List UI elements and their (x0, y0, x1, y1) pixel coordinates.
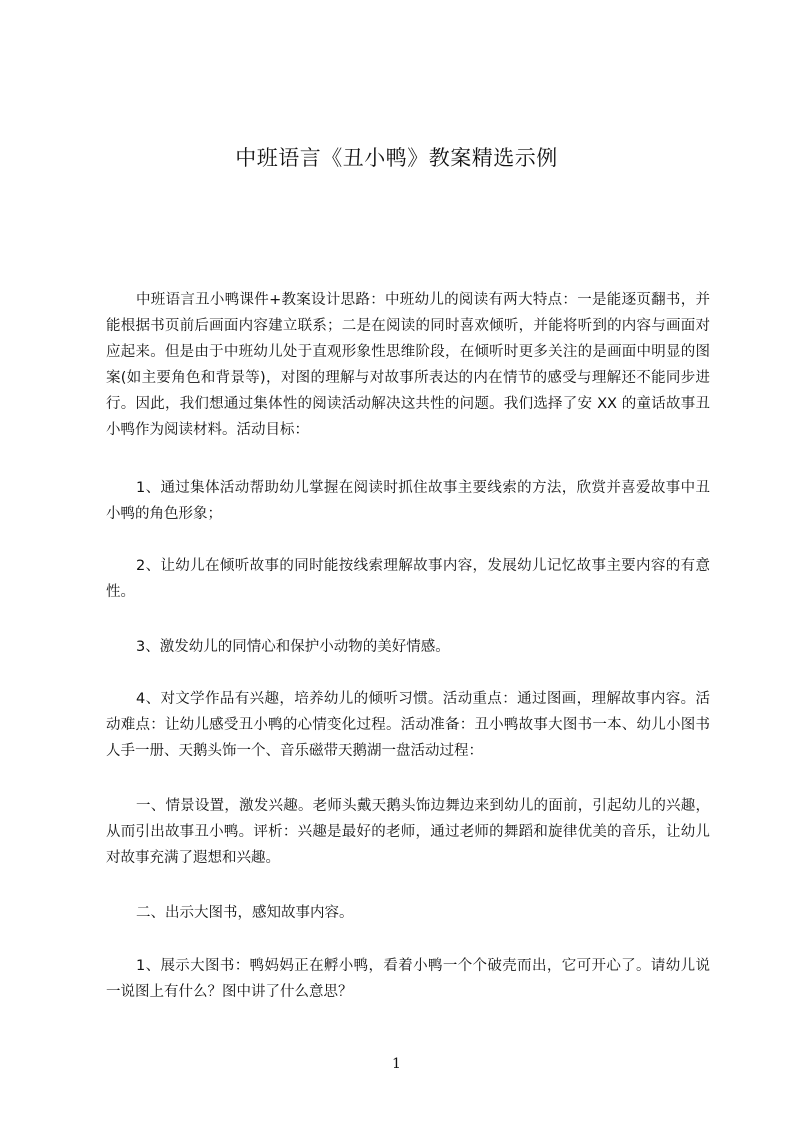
paragraph-goal-1: 1、通过集体活动帮助幼儿掌握在阅读时抓住故事主要线索的方法，欣赏并喜爱故事中丑小鸭的角色形象； (106, 480, 710, 522)
paragraph-step-1: 一、情景设置，激发兴趣。老师头戴天鹅头饰边舞边来到幼儿的面前，引起幼儿的兴趣，从而引出故事丑小鸭。评析：兴趣是最好的老师，通过老师的舞蹈和旋律优美的音乐，让幼儿对故事充满了遐想和兴趣。 (106, 798, 710, 866)
page-number: 1 (392, 1056, 401, 1072)
paragraph-step-2-item-1: 1、展示大图书：鸭妈妈正在孵小鸭，看着小鸭一个个破壳而出，它可开心了。请幼儿说一说图上有什么？图中讲了什么意思？ (106, 958, 710, 1000)
paragraph-goal-2: 2、让幼儿在倾听故事的同时能按线索理解故事内容，发展幼儿记忆故事主要内容的有意性。 (106, 558, 710, 600)
paragraph-goal-3: 3、激发幼儿的同情心和保护小动物的美好情感。 (136, 639, 450, 655)
paragraph-step-2: 二、出示大图书，感知故事内容。 (136, 905, 354, 921)
paragraph-design-idea: 中班语言丑小鸭课件+教案设计思路：中班幼儿的阅读有两大特点：一是能逐页翻书，并能根据书页前后画面内容建立联系；二是在阅读的同时喜欢倾听，并能将听到的内容与画面对应起来。但是由于中班幼儿处于直观形象性思维阶段，在倾听时更多关注的是画面中明显的图案(如主要角色和背景等)，对图的理解与对故事所表达的内在情节的感受与理解还不能同步进行。因此，我们想通过集体性的阅读活动解决这共性的问题。我们选择了安 XX 的童话故事丑小鸭作为阅读材料。活动目标： (106, 292, 710, 438)
document-title: 中班语言《丑小鸭》教案精选示例 (235, 146, 558, 170)
paragraph-goal-4: 4、对文学作品有兴趣，培养幼儿的倾听习惯。活动重点：通过图画，理解故事内容。活动难点：让幼儿感受丑小鸭的心情变化过程。活动准备：丑小鸭故事大图书一本、幼儿小图书人手一册、天鹅头饰一个、音乐磁带天鹅湖一盘活动过程： (106, 691, 710, 759)
